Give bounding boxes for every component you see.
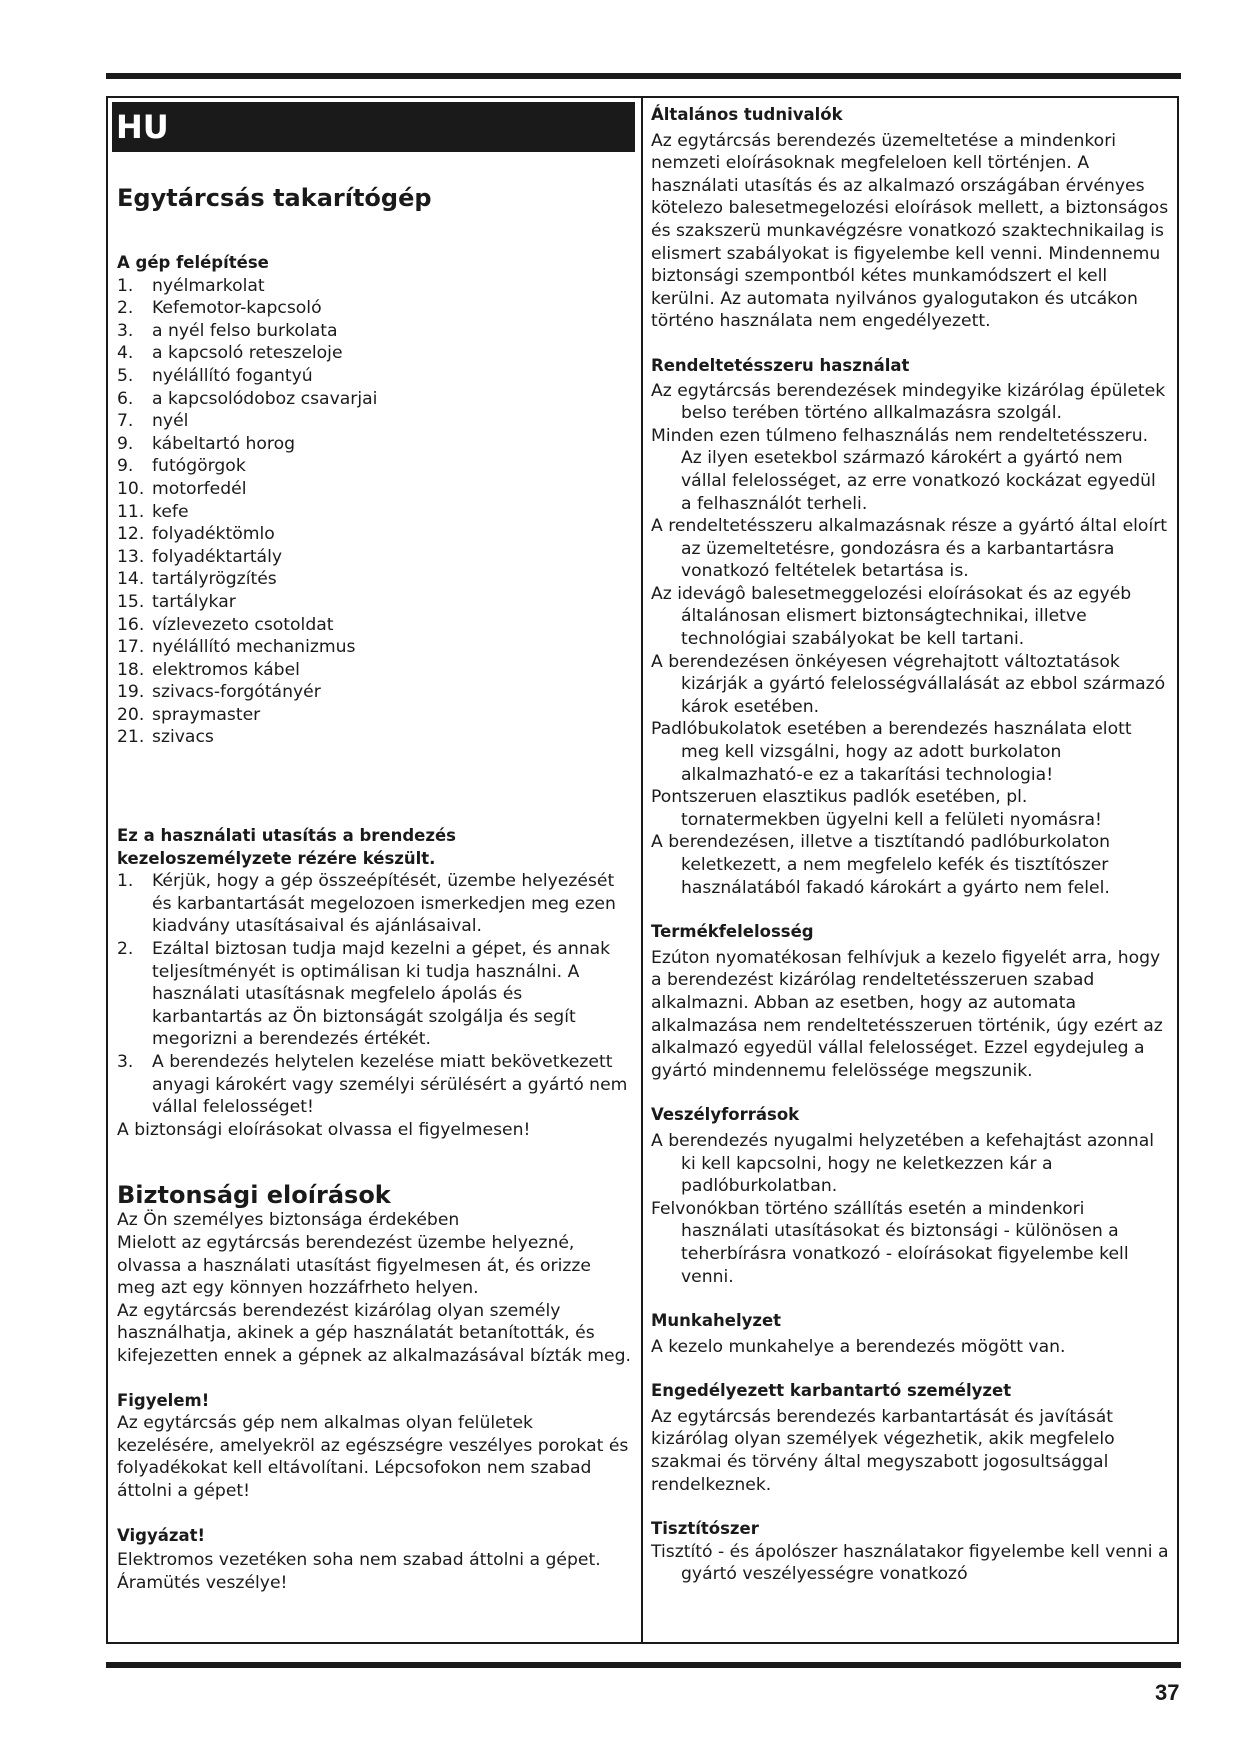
list-item: 2. Kefemotor-kapcsoló xyxy=(117,298,322,319)
list-item: 20. spraymaster xyxy=(117,704,261,725)
structure-section xyxy=(112,252,632,749)
general-text: Az egytárcsás berendezés üzemeltetése a mindenkori nemzeti eloírásoknak megfeleloen kell történjen. A használati utasítás és az alkalmazó országában érvényes kötelezo balesetmegelozési eloírások mellett, a biztonságos és szakszerü munkavégzésre vonatkozó szaktechnikailag is elismert szabályokat is figyelembe kell venni. Mindennemu biztonsági szempontból kétes munkamódszert el kell kerülni. Az automata nyilvános gyalogutakon és utcákon történo használata nem engedélyezett. xyxy=(651,130,1169,332)
language-tab: HU xyxy=(112,102,635,152)
list-item: 1. Kérjük, hogy a gép összeépítését, üzembe helyezését és karbantartását megelozoen ismerkedjen meg ezen kiadvány utasításaival és ajánlásaival. xyxy=(117,871,616,937)
staff-text: Az egytárcsás berendezés karbantartását és javítását kizárólag olyan személyek végezhetik, akik megfelelo szakmai és törvény által megyszabott jogosultsággal rendelkeznek. xyxy=(651,1406,1115,1495)
list-item: 7. nyél xyxy=(117,411,189,432)
list-item: 18. elektromos kábel xyxy=(117,659,300,680)
manual-heading: Ez a használati utasítás a brendezés xyxy=(117,826,456,846)
hazards-heading: Veszélyforrások xyxy=(651,1105,800,1125)
list-item: 9. futógörgok xyxy=(117,456,246,477)
list-item: 19. szivacs-forgótányér xyxy=(117,682,321,703)
paragraph: A berendezés nyugalmi helyzetében a kefehajtást azonnal ki kell kapcsolni, hogy ne keletkezzen kár a padlóburkolatban. xyxy=(651,1130,1155,1197)
page-number: 37 xyxy=(1155,1680,1180,1705)
list-item: 11. kefe xyxy=(117,501,189,522)
paragraph: Padlóbukolatok esetében a berendezés használata elott meg kell vizsgálni, hogy az adott burkolaton alkalmazható-e ez a takarítási technologia! xyxy=(651,719,1132,785)
intended-use-heading: Rendeltetésszeru használat xyxy=(651,355,910,375)
workplace-heading: Munkahelyzet xyxy=(651,1311,782,1331)
attention-text: Az egytárcsás gép nem alkalmas olyan felületek kezelésére, amelyekröl az egészségre veszélyes porokat és folyadékokat kell eltávolítani. Lépcsofokon nem szabad áttolni a gépet! xyxy=(117,1413,629,1501)
liability-heading: Termékfelelosség xyxy=(651,922,814,942)
list-item: 3. A berendezés helytelen kezelése miatt bekövetkezett anyagi károkért vagy személyi sérülésért a gyártó nem vállal felelosséget! xyxy=(117,1052,628,1118)
paragraph: Minden ezen túlmeno felhasználás nem rendeltetésszeru. Az ilyen esetekbol származó károkért a gyártó nem vállal felelosséget, az erre vonatkozó kockázat egyedül a felhasználót terheli. xyxy=(651,425,1156,514)
cleaner-text: Tisztító - és ápolószer használatakor figyelembe kell venni a gyártó veszélyességre vonatkozó xyxy=(651,1541,1169,1585)
list-item: 10. motorfedél xyxy=(117,478,247,499)
paragraph: Pontszeruen elasztikus padlók esetében, pl. tornatermekben ügyelni kell a felületi nyomásra! xyxy=(651,787,1102,830)
safety-section xyxy=(112,1181,632,1594)
manual-section xyxy=(112,825,632,1141)
safety-line: Az Ön személyes biztonsága érdekében xyxy=(117,1210,460,1231)
cleaner-heading: Tisztítószer xyxy=(651,1519,759,1539)
safety-title: Biztonsági eloírások xyxy=(117,1181,391,1210)
safety-line: Az egytárcsás berendezést kizárólag olyan személy használhatja, akinek a gép használatát betanították, és kifejezetten ennek a gépnek az alkalmazásával bízták meg. xyxy=(117,1300,631,1366)
list-item: 3. a nyél felso burkolata xyxy=(117,320,338,341)
list-item: 16. vízlevezeto csotoldat xyxy=(117,614,334,635)
list-item: 14. tartályrögzítés xyxy=(117,569,277,590)
bottom-rule xyxy=(106,1662,1181,1668)
list-item: 13. folyadéktartály xyxy=(117,546,283,567)
parts-list xyxy=(117,275,632,749)
paragraph: Az egytárcsás berendezések mindegyike kizárólag épületek belso terében történo allkalmazásra szolgál. xyxy=(651,380,1166,424)
document-title: Egytárcsás takarítógép xyxy=(117,184,432,212)
manual-list xyxy=(117,870,632,1119)
list-item: 17. nyélállító mechanizmus xyxy=(117,637,356,658)
structure-heading: A gép felépítése xyxy=(117,253,269,272)
list-item: 9. kábeltartó horog xyxy=(117,433,296,454)
general-heading: Általános tudnivalók xyxy=(651,105,843,124)
workplace-text: A kezelo munkahelye a berendezés mögött van. xyxy=(651,1336,1066,1357)
staff-heading: Engedélyezett karbantartó személyzet xyxy=(651,1381,1012,1401)
right-column xyxy=(651,104,1171,1586)
list-item: 15. tartálykar xyxy=(117,591,236,612)
manual-note: A biztonsági eloírásokat olvassa el figyelmesen! xyxy=(117,1119,531,1140)
list-item: 4. a kapcsoló reteszeloje xyxy=(117,343,343,364)
list-item: 1. nyélmarkolat xyxy=(117,275,265,296)
list-item: 2. Ezáltal biztosan tudja majd kezelni a gépet, és annak teljesítményét is optimálisan ki tudja használni. A használati utasításnak megfelelo ápolás és karbantartás az Ön biztonságát szolgálja és segít megorizni a berendezés értékét. xyxy=(117,939,611,1050)
paragraph: A berendezésen, illetve a tisztítandó padlóburkolaton keletkezett, a nem megfelelo kefék és tisztítószer használatából fakadó károkárt a gyárto nem felel. xyxy=(651,832,1111,898)
left-column xyxy=(112,102,632,1594)
paragraph: A rendeltetésszeru alkalmazásnak része a gyártó által eloírt az üzemeltetésre, gondozásra és a karbantartásra vonatkozó feltételek betartása is. xyxy=(651,516,1168,582)
caution-heading: Vigyázat! xyxy=(117,1525,205,1545)
safety-line: Mielott az egytárcsás berendezést üzembe helyezné, olvassa a használati utasítást figyelmesen át, és orizze meg azt egy könnyen hozzáfrheto helyen. xyxy=(117,1232,591,1299)
paragraph: Az idevágô balesetmeggelozési eloírásokat és az egyéb általánosan elismert biztonságtechnikai, illetve technológiai szabályokat be kell tartani. xyxy=(651,583,1132,650)
list-item: 12. folyadéktömlo xyxy=(117,524,275,545)
column-divider xyxy=(641,96,643,1644)
list-item: 6. a kapcsolódoboz csavarjai xyxy=(117,388,378,409)
attention-heading: Figyelem! xyxy=(117,1390,210,1410)
list-item: 5. nyélállító fogantyú xyxy=(117,365,313,386)
liability-text: Ezúton nyomatékosan felhívjuk a kezelo figyelét arra, hogy a berendezést kizárólag rendeltetésszeruen szabad alkalmazni. Abban az esetben, hogy az automata alkalmazása nem rendeltetésszeruen történik, úgy ezért az alkalmazó egyedül vállal felelosséget. Ezzel egydejuleg a gyártó mindennemu felelössége megszunik. xyxy=(651,947,1163,1081)
paragraph: Felvonókban történo szállítás esetén a mindenkori használati utasításokat és biztonsági - különösen a teherbírásra vonatkozó - eloírásokat figyelembe kell venni. xyxy=(651,1198,1129,1287)
paragraph: A berendezésen önkéyesen végrehajtott változtatások kizárják a gyártó felelosségvállalását az ebbol származó károk esetében. xyxy=(651,651,1166,717)
list-item: 21. szivacs xyxy=(117,727,214,748)
manual-heading-2: kezeloszemélyzete rézére készült. xyxy=(117,848,436,868)
caution-text: Elektromos vezetéken soha nem szabad áttolni a gépet. Áramütés veszélye! xyxy=(117,1550,601,1593)
top-rule xyxy=(106,73,1181,79)
